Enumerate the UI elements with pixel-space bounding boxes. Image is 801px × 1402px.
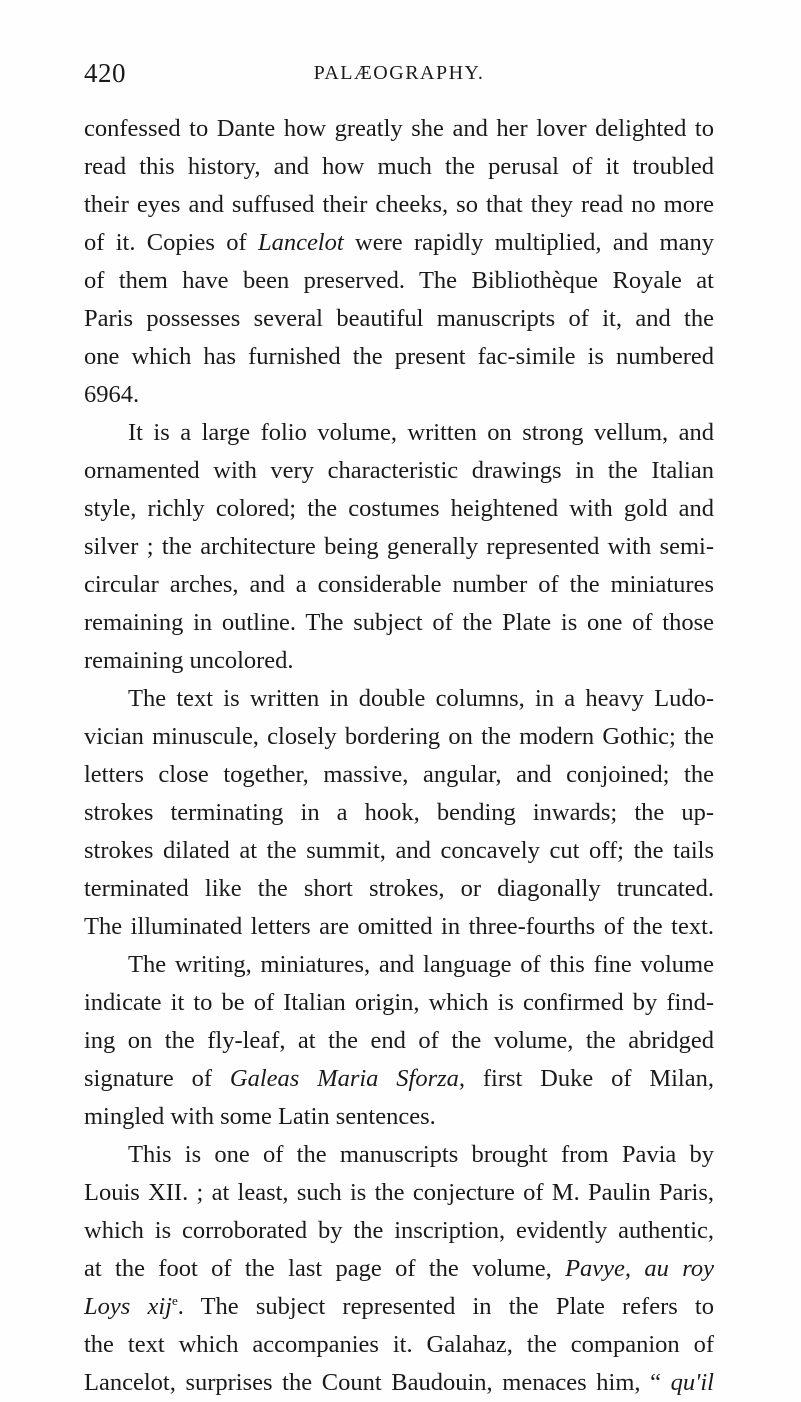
paragraph xyxy=(84,680,714,946)
text-line: indicate it to be of Italian origin, which is confirmed by find- xyxy=(84,989,714,1016)
text-line: strokes terminating in a hook, bending inwards; the up- xyxy=(84,799,714,826)
italic-text: Pavye, au roy xyxy=(565,1255,714,1282)
text-line: circular arches, and a considerable number of the miniatures xyxy=(84,571,714,598)
text-line: mingled with some Latin sentences. xyxy=(84,1103,436,1130)
text-line: remaining in outline. The subject of the Plate is one of those xyxy=(84,609,714,636)
text-line: style, richly colored; the costumes heightened with gold and xyxy=(84,495,714,522)
text-line: Lancelot, surprises the Count Baudouin, menaces him, “ qu'il xyxy=(84,1369,714,1396)
text-line: The writing, miniatures, and language of this fine volume xyxy=(128,951,714,978)
text-line: remaining uncolored. xyxy=(84,647,294,674)
text-line: one which has furnished the present fac-simile is numbered xyxy=(84,343,714,370)
text-line: the text which accompanies it. Galahaz, the companion of xyxy=(84,1331,714,1358)
text-line: letters close together, massive, angular, and conjoined; the xyxy=(84,761,714,788)
italic-text: Lancelot xyxy=(257,229,344,256)
superscript: e xyxy=(171,1293,178,1308)
body-text xyxy=(84,110,714,1402)
italic-text: Galeas Maria Sforza, xyxy=(229,1065,466,1092)
text-line: strokes dilated at the summit, and concavely cut off; the tails xyxy=(84,837,714,864)
text-line: The illuminated letters are omitted in three-fourths of the text. xyxy=(84,913,714,940)
italic-text: Loys xij xyxy=(84,1293,172,1320)
text-line: of it. Copies of Lancelot were rapidly multiplied, and many xyxy=(84,229,714,256)
text-line: terminated like the short strokes, or diagonally truncated. xyxy=(84,875,714,902)
text-line: which is corroborated by the inscription, evidently authentic, xyxy=(84,1217,714,1244)
text-line: their eyes and suffused their cheeks, so that they read no more xyxy=(84,191,714,218)
text-line: This is one of the manuscripts brought from Pavia by xyxy=(128,1141,714,1168)
text-line: ing on the fly-leaf, at the end of the volume, the abridged xyxy=(84,1027,714,1054)
text-line: ornamented with very characteristic drawings in the Italian xyxy=(84,457,714,484)
paragraph xyxy=(84,110,714,414)
page-header xyxy=(84,58,714,98)
text-line: vician minuscule, closely bordering on the modern Gothic; the xyxy=(84,723,714,750)
text-line: Louis XII. ; at least, such is the conjecture of M. Paulin Paris, xyxy=(84,1179,714,1206)
text-line: It is a large folio volume, written on strong vellum, and xyxy=(128,419,714,446)
running-title: PALÆOGRAPHY. xyxy=(313,62,485,84)
text-line: Paris possesses several beautiful manuscripts of it, and the xyxy=(84,305,714,332)
paragraph xyxy=(84,946,714,1136)
text-line: Loys xij$^e$. The subject represented in the Plate refers to xyxy=(84,1293,714,1320)
text-line: of them have been preserved. The Bibliothèque Royale at xyxy=(84,267,714,294)
text-line: confessed to Dante how greatly she and her lover delighted to xyxy=(84,115,714,142)
paragraph xyxy=(84,414,714,680)
text-line: read this history, and how much the perusal of it troubled xyxy=(84,153,714,180)
italic-text: qu'il xyxy=(670,1369,714,1396)
text-line: at the foot of the last page of the volume, Pavye, au roy xyxy=(84,1255,714,1282)
text-line: silver ; the architecture being generally represented with semi- xyxy=(84,533,714,560)
text-line: 6964. xyxy=(84,381,140,408)
text-line: The text is written in double columns, in a heavy Ludo- xyxy=(128,685,714,712)
page-number: 420 xyxy=(84,58,126,88)
text-line: signature of Galeas Maria Sforza, first Duke of Milan, xyxy=(84,1065,714,1092)
paragraph xyxy=(84,1136,714,1402)
